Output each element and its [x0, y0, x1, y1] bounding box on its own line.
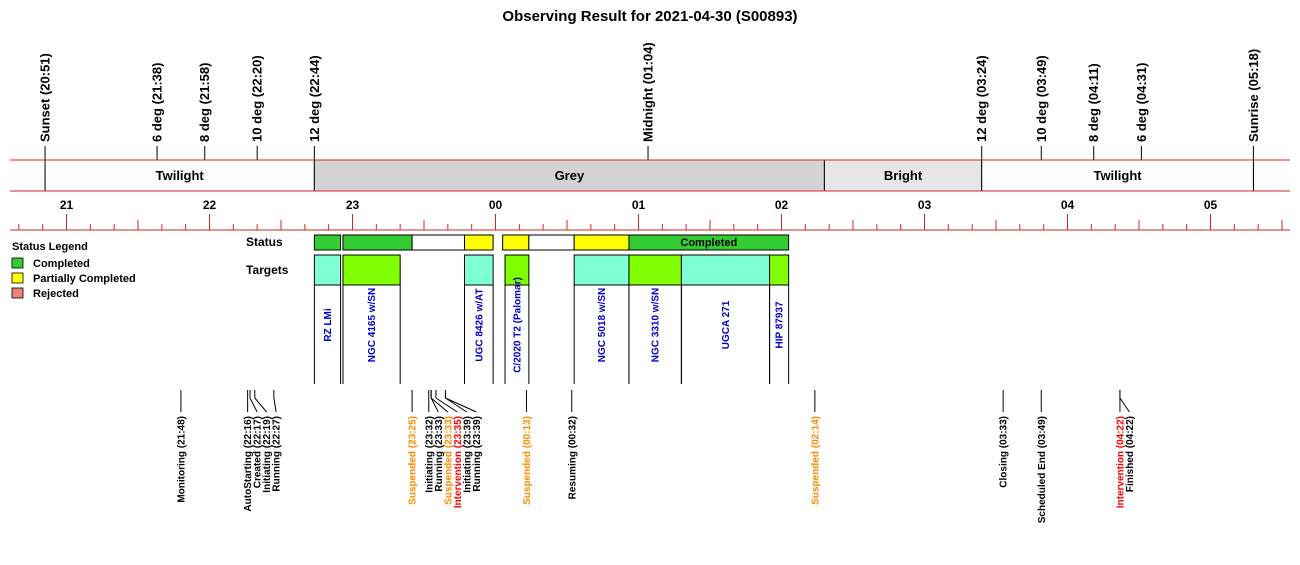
event-label: Finished (04:22) [1124, 416, 1136, 493]
status-block-none [412, 235, 464, 250]
status-block-completed [343, 235, 412, 250]
moon-periods-band [10, 160, 1290, 191]
event-label: Running (22:27) [271, 416, 283, 492]
sun-event-label: 6 deg (21:38) [149, 62, 165, 142]
sun-event-label: 6 deg (04:31) [1133, 62, 1149, 142]
sun-event-label: 12 deg (03:24) [974, 55, 990, 142]
event-label: AutoStarting (22:16) [243, 416, 255, 512]
legend-label-rejected: Rejected [33, 288, 79, 300]
event-label: Intervention (23:35) [452, 416, 464, 509]
legend-swatch-rejected [12, 288, 23, 298]
status-block-label: Completed [680, 237, 738, 249]
event-label: Scheduled End (03:49) [1036, 416, 1048, 524]
sun-event-label: 10 deg (22:20) [249, 55, 265, 142]
event-label: Monitoring (21:48) [176, 416, 188, 503]
legend-label-partially-completed: Partially Completed [33, 273, 136, 285]
sun-event-label: Midnight (01:04) [640, 42, 656, 142]
moon-period-label: Twilight [155, 168, 204, 183]
moon-period-label: Bright [883, 168, 923, 183]
target-name: HIP 87937 [774, 301, 786, 349]
target-block [314, 255, 340, 285]
event-label: Initiating (23:32) [424, 416, 436, 493]
status-block-partially-completed [503, 235, 529, 250]
status-row-label: Status [246, 235, 283, 249]
targets-row [314, 255, 788, 384]
event-label: Running (23:39) [471, 416, 483, 492]
event-connector [445, 398, 466, 412]
event-connector [445, 398, 476, 412]
target-name: NGC 4165 w/SN [367, 287, 379, 363]
target-name: C/2020 T2 (Palomar) [512, 277, 524, 373]
sun-event-label: Sunset (20:51) [37, 53, 53, 142]
target-name: NGC 3310 w/SN [650, 287, 662, 363]
target-block [465, 255, 494, 285]
event-label: Created (22:17) [252, 416, 264, 489]
chart-title: Observing Result for 2021-04-30 (S00893) [502, 8, 798, 25]
sun-event-label: 12 deg (22:44) [306, 55, 322, 142]
event-label: Running (23:33) [433, 416, 445, 492]
hour-tick-label: 22 [202, 198, 217, 212]
event-label: Initiating (23:39) [462, 416, 474, 493]
legend-label-completed: Completed [33, 258, 90, 270]
event-label: Suspended (23:33) [443, 416, 455, 505]
status-block-partially-completed [465, 235, 494, 250]
sun-event-label: 8 deg (04:11) [1086, 63, 1102, 142]
moon-period-label: Grey [554, 168, 585, 183]
event-label: Suspended (02:14) [810, 416, 822, 505]
target-block [343, 255, 400, 285]
hour-tick-label: 21 [59, 198, 74, 212]
hour-tick-label: 05 [1203, 198, 1218, 212]
event-label: Resuming (00:32) [567, 416, 579, 500]
event-connector [1120, 398, 1130, 412]
status-row [314, 235, 788, 250]
hour-tick-label: 23 [345, 198, 360, 212]
targets-row-label: Targets [246, 263, 289, 277]
event-label: Closing (03:33) [998, 416, 1010, 488]
moon-period-label: Twilight [1093, 168, 1142, 183]
target-block [681, 255, 769, 285]
events-layer [176, 390, 1136, 523]
status-block-completed [314, 235, 340, 250]
hour-tick-label: 00 [488, 198, 503, 212]
legend-swatch-partially-completed [12, 273, 23, 283]
target-block [770, 255, 789, 285]
event-label: Intervention (04:22) [1115, 416, 1127, 509]
sun-event-label: 10 deg (03:49) [1033, 55, 1049, 142]
event-connector [274, 398, 276, 412]
target-name: UGCA 271 [720, 300, 732, 350]
hour-tick-label: 04 [1060, 198, 1075, 212]
status-block-none [529, 235, 574, 250]
target-block [629, 255, 681, 285]
event-label: Suspended (23:25) [407, 416, 419, 505]
hour-tick-label: 02 [774, 198, 789, 212]
hour-tick-label: 01 [631, 198, 646, 212]
sun-event-label: Sunrise (05:18) [1245, 48, 1261, 142]
sun-event-label: 8 deg (21:58) [197, 62, 213, 142]
event-label: Initiating (22:19) [262, 416, 274, 493]
status-legend [12, 241, 136, 300]
target-name: NGC 5018 w/SN [597, 287, 609, 363]
legend-title: Status Legend [12, 241, 88, 253]
event-connector [431, 398, 438, 412]
hour-axis [10, 198, 1290, 230]
status-block-partially-completed [574, 235, 629, 250]
target-block [574, 255, 629, 285]
target-name: RZ LMi [322, 308, 334, 342]
target-name: UGC 8426 w/AT [474, 288, 486, 362]
hour-tick-label: 03 [917, 198, 932, 212]
event-label: Suspended (00:13) [521, 416, 533, 505]
legend-swatch-completed [12, 258, 23, 268]
